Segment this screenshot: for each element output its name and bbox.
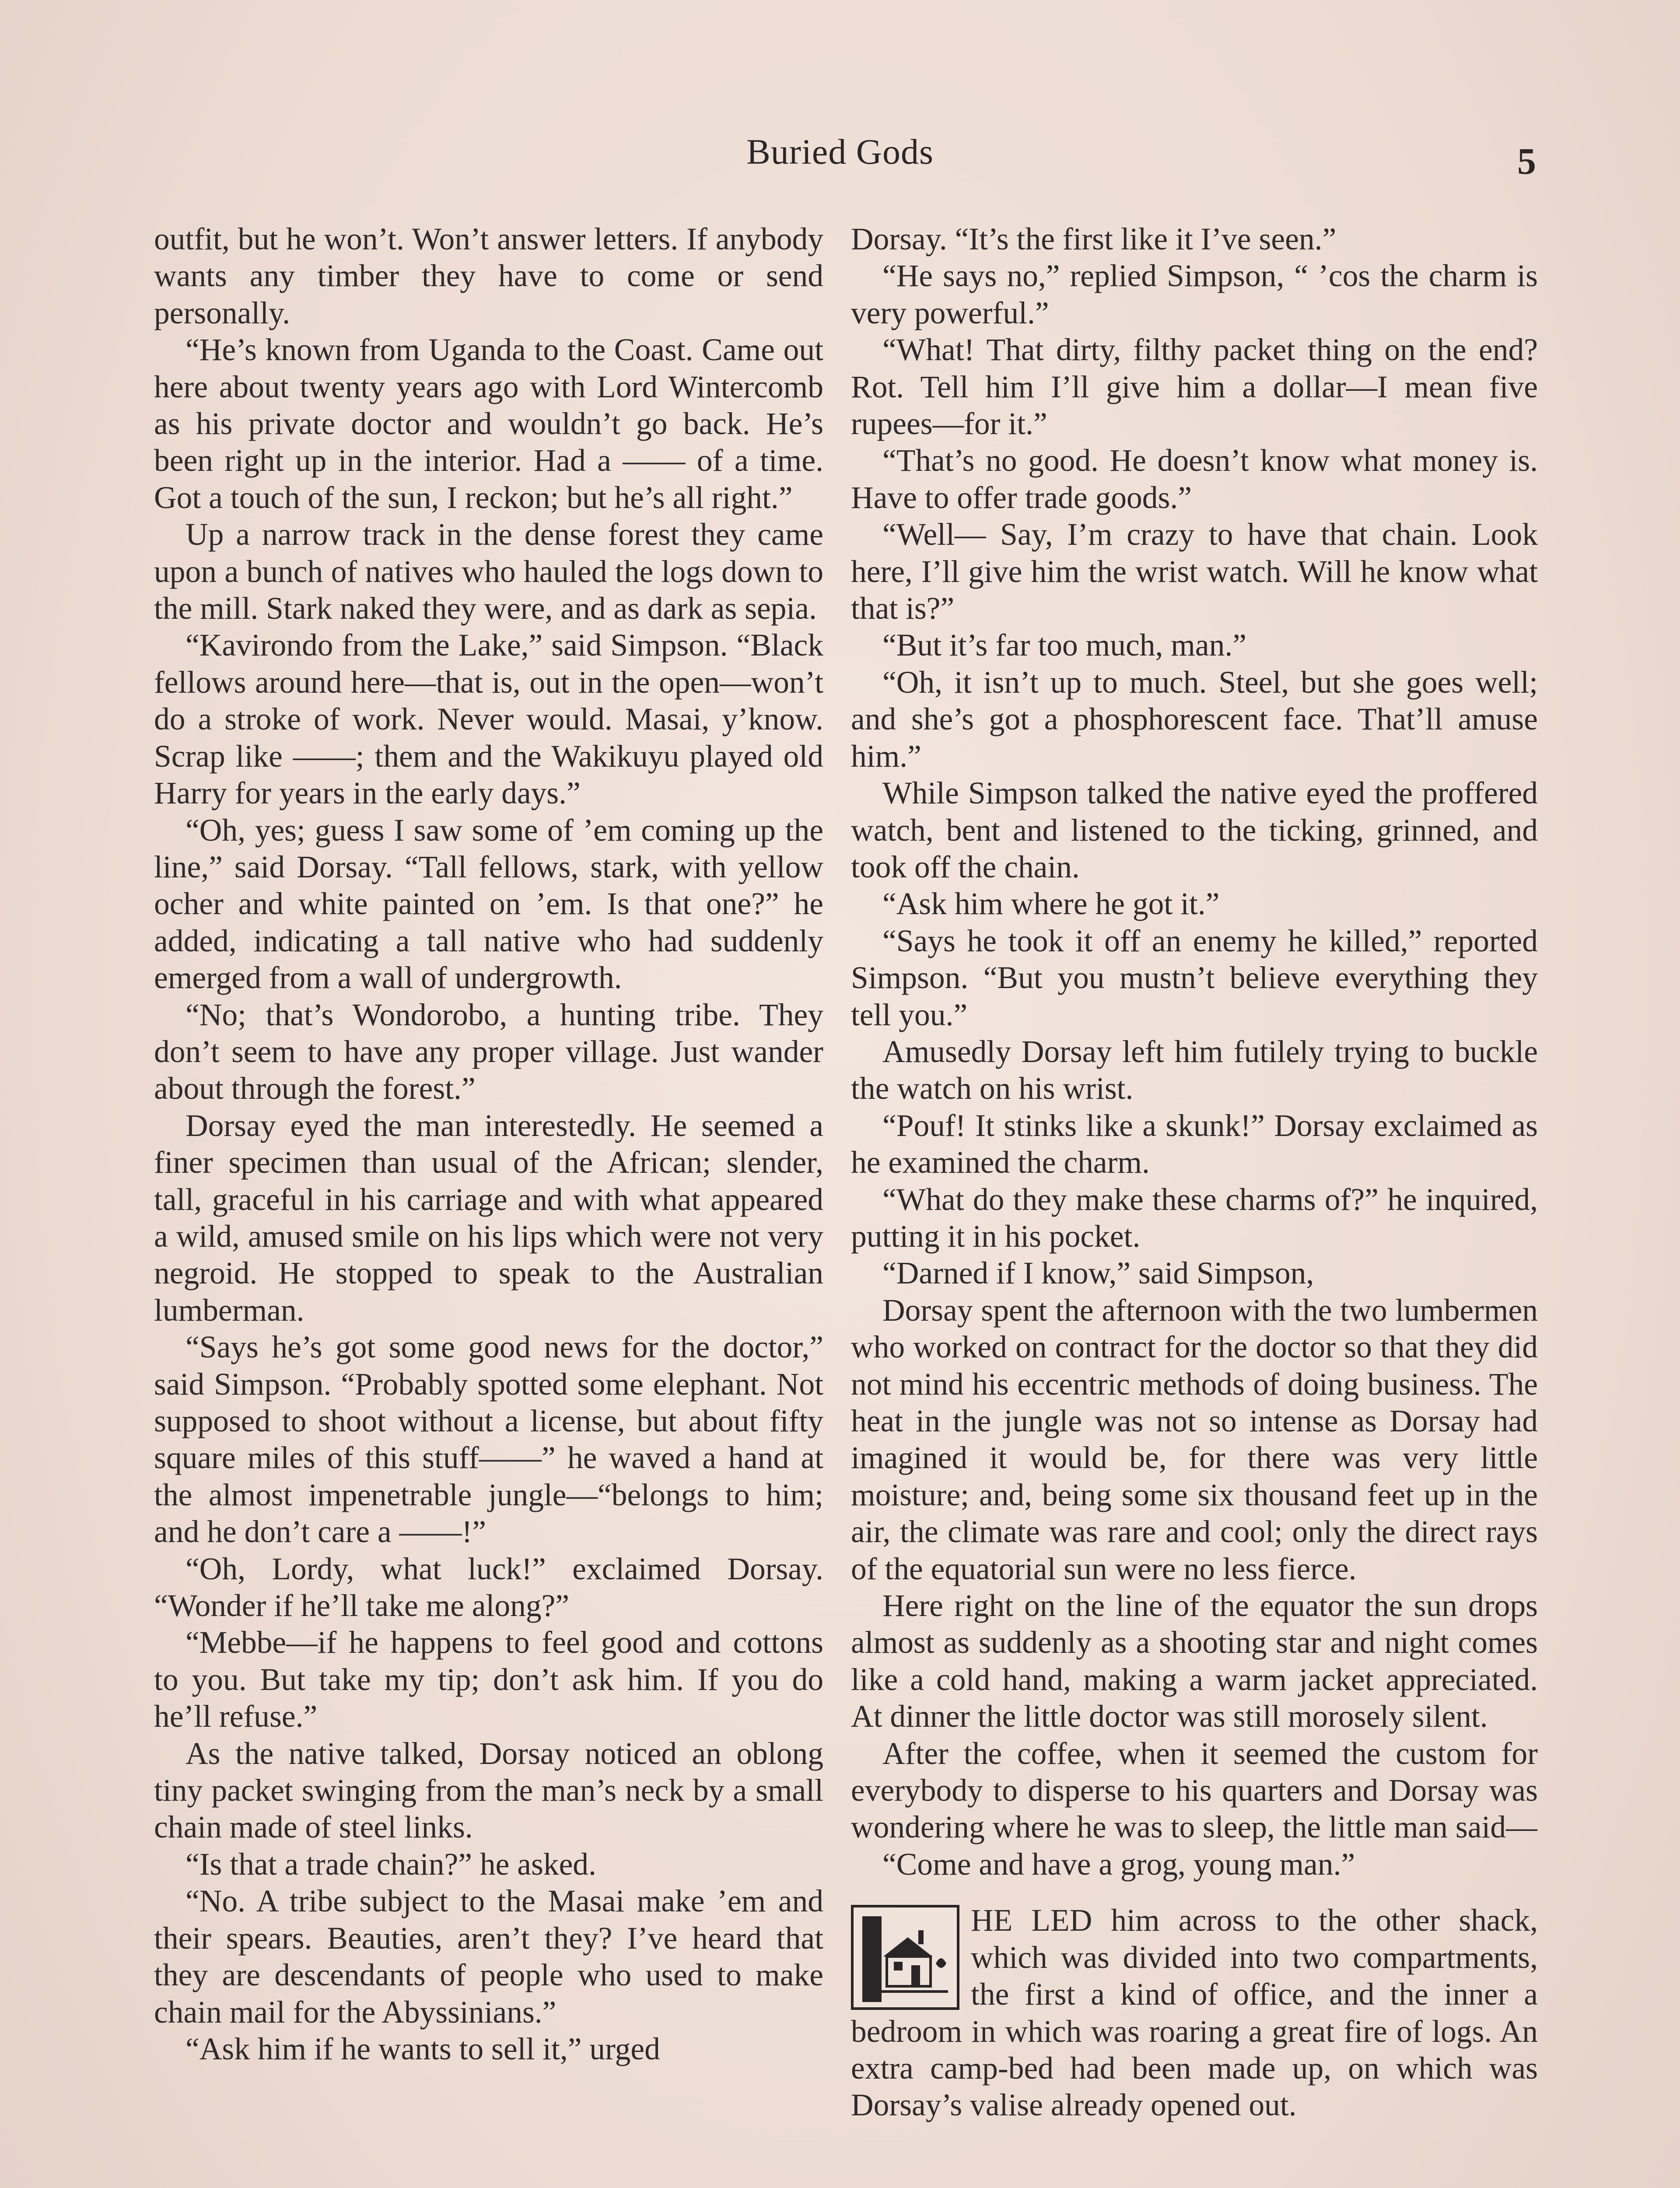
- paragraph: “Well— Say, I’m crazy to have that chain. Look here, I’ll give him the wrist watch. Will he know what that is?”: [851, 517, 1538, 626]
- right-text-column: [851, 221, 1538, 2124]
- paragraph: “He’s known from Uganda to the Coast. Came out here about twenty years ago with Lord Wintercomb as his private doctor and wouldn’t go back. He’s been right up in the interior. Had a —— of a time. Got a touch of the sun, I reckon; but he’s all right.”: [154, 333, 823, 515]
- section-start-paragraph: HE LED him across to the other shack, which was divided into two compartments, the first a kind of office, and the inner a bedroom in which was roaring a great fire of logs. An extra camp-bed had been made up, on which was Dorsay’s valise already opened out.: [851, 1903, 1538, 2123]
- paragraph: “Ask him if he wants to sell it,” urged: [186, 2031, 660, 2066]
- paragraph: “Mebbe—if he happens to feel good and cottons to you. But take my tip; don’t ask him. If you do he’ll refuse.”: [154, 1625, 823, 1734]
- paragraph: “Come and have a grog, young man.”: [882, 1847, 1355, 1882]
- paragraph: outfit, but he won’t. Won’t answer letters. If anybody wants any timber they have to come or send personally.: [154, 222, 823, 330]
- paragraph: Amusedly Dorsay left him futilely trying to buckle the watch on his wrist.: [851, 1034, 1538, 1106]
- paragraph: “Says he’s got some good news for the doctor,” said Simpson. “Probably spotted some elephant. Not supposed to shoot without a license, but about fifty square miles of this stuff——” he waved a hand at the almost impenetrable jungle—“belongs to him; and he don’t care a ——!”: [154, 1330, 823, 1550]
- paragraph: Dorsay. “It’s the first like it I’ve seen.”: [851, 222, 1337, 256]
- left-text-column: [154, 221, 823, 2068]
- paragraph: Dorsay spent the afternoon with the two lumbermen who worked on contract for the doctor so that they did not mind his eccentric methods of doing business. The heat in the jungle was not so intense as Dorsay had imagined it would be, for there was very little moisture; and, being some six thousand feet up in the air, the climate was rare and cool; only the direct rays of the equatorial sun were no less fierce.: [851, 1293, 1538, 1586]
- paragraph: While Simpson talked the native eyed the proffered watch, bent and listened to the ticking, grinned, and took off the chain.: [851, 776, 1538, 884]
- paragraph: “Oh, yes; guess I saw some of ’em coming up the line,” said Dorsay. “Tall fellows, stark, with yellow ocher and white painted on ’em. Is that one?” he added, indicating a tall native who had suddenly emerged from a wall of undergrowth.: [154, 813, 823, 996]
- paragraph: “Ask him where he got it.”: [882, 887, 1220, 922]
- paragraph: “Darned if I know,” said Simpson,: [882, 1256, 1314, 1291]
- running-head-title: Buried Gods: [746, 132, 934, 172]
- paragraph: Up a narrow track in the dense forest they came upon a bunch of natives who hauled the logs down to the mill. Stark naked they were, and as dark as sepia.: [154, 517, 823, 626]
- paragraph: “Pouf! It stinks like a skunk!” Dorsay exclaimed as he examined the charm.: [851, 1108, 1538, 1180]
- cabin-illustration-icon: [851, 1905, 959, 2010]
- paragraph: “Says he took it off an enemy he killed,” reported Simpson. “But you mustn’t believe everything they tell you.”: [851, 923, 1538, 1032]
- paragraph: “No; that’s Wondorobo, a hunting tribe. They don’t seem to have any proper village. Just wander about through the forest.”: [154, 997, 823, 1106]
- page-number: 5: [1517, 140, 1536, 182]
- paragraph: Dorsay eyed the man interestedly. He seemed a finer specimen than usual of the African; slender, tall, graceful in his carriage and with what appeared a wild, amused smile on his lips which were not very negroid. He stopped to speak to the Australian lumberman.: [154, 1108, 823, 1328]
- paragraph: “Oh, it isn’t up to much. Steel, but she goes well; and she’s got a phosphorescent face. That’ll amuse him.”: [851, 665, 1538, 774]
- paragraph: “But it’s far too much, man.”: [882, 628, 1246, 663]
- paragraph: “That’s no good. He doesn’t know what money is. Have to offer trade goods.”: [851, 443, 1538, 515]
- paragraph: Here right on the line of the equator the sun drops almost as suddenly as a shooting star and night comes like a cold hand, making a warm jacket appreciated. At dinner the little doctor was still morosely silent.: [851, 1588, 1538, 1734]
- section-start: [851, 1902, 1538, 2124]
- paragraph: “Kavirondo from the Lake,” said Simpson. “Black fellows around here—that is, out in the open—won’t do a stroke of work. Never would. Masai, y’know. Scrap like ——; them and the Wakikuyu played old Harry for years in the early days.”: [154, 628, 823, 811]
- paragraph: “No. A tribe subject to the Masai make ’em and their spears. Beauties, aren’t they? I’ve heard that they are descendants of people who used to make chain mail for the Abyssinians.”: [154, 1884, 823, 2030]
- paragraph: “He says no,” replied Simpson, “ ’cos the charm is very powerful.”: [851, 259, 1538, 330]
- paragraph: “What do they make these charms of?” he inquired, putting it in his pocket.: [851, 1182, 1538, 1254]
- paragraph: “Oh, Lordy, what luck!” exclaimed Dorsay. “Wonder if he’ll take me along?”: [154, 1551, 823, 1623]
- paragraph: “What! That dirty, filthy packet thing on the end? Rot. Tell him I’ll give him a dollar—I mean five rupees—for it.”: [851, 333, 1538, 442]
- paragraph: “Is that a trade chain?” he asked.: [186, 1847, 596, 1882]
- paragraph: As the native talked, Dorsay noticed an oblong tiny packet swinging from the man’s neck by a small chain made of steel links.: [154, 1736, 823, 1845]
- paragraph: After the coffee, when it seemed the custom for everybody to disperse to his quarters and Dorsay was wondering where he was to sleep, the little man said—: [851, 1736, 1538, 1845]
